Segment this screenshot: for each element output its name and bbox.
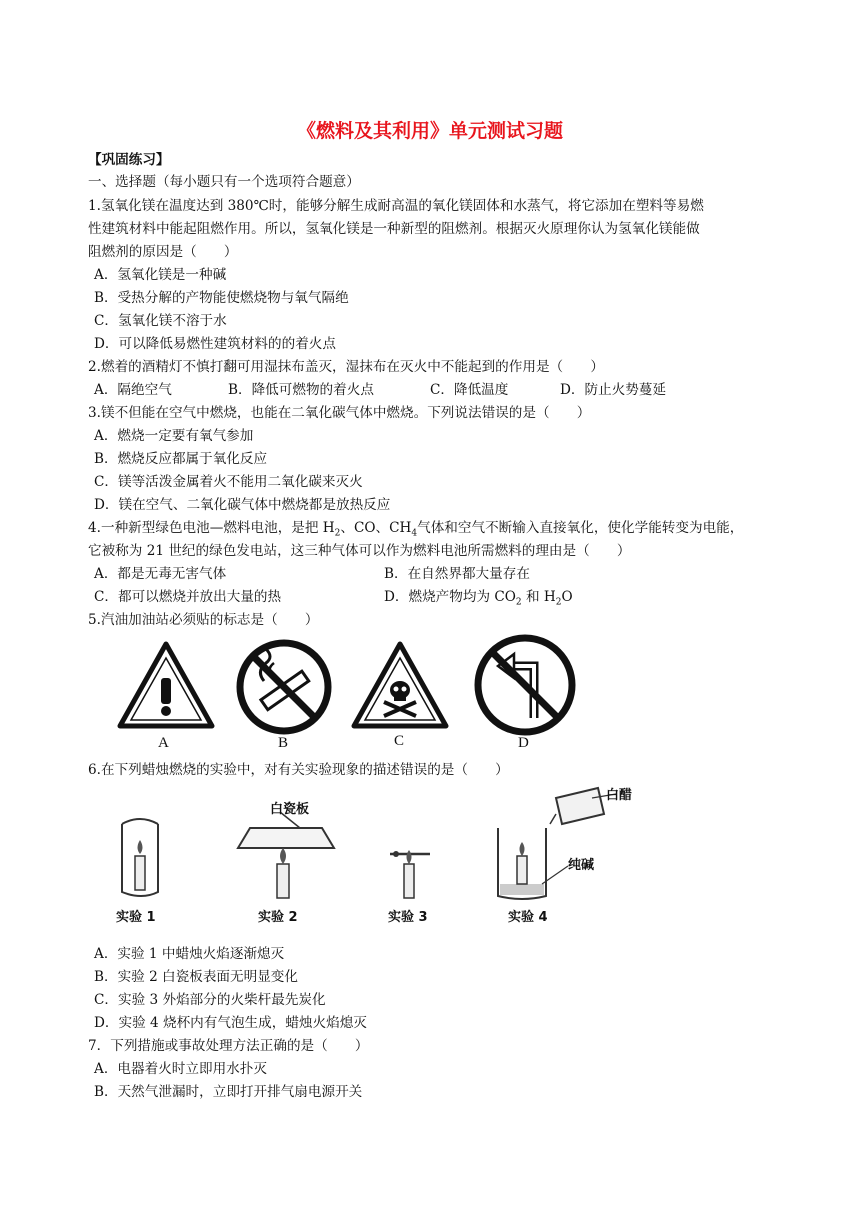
q4-option-d <box>384 587 573 613</box>
q2-option-d: D．防止火势蔓延 <box>560 382 667 398</box>
q6-option-a: A．实验 1 中蜡烛火焰逐渐熄灭 <box>94 946 285 962</box>
q5-label-b: B <box>278 735 289 751</box>
q4-d-text1: D．燃烧产物均为 CO <box>384 589 516 605</box>
warning-triangle-icon <box>116 640 216 732</box>
q6-option-c: C．实验 3 外焰部分的火柴杆最先炭化 <box>94 992 326 1008</box>
q3-option-b: B．燃烧反应都属于氧化反应 <box>94 451 268 467</box>
q4-d-sub2: 2 <box>555 597 562 608</box>
q6-line1: 6.在下列蜡烛燃烧的实验中，对有关实验现象的描述错误的是（ ） <box>88 762 509 778</box>
page-title: 《燃料及其利用》单元测试习题 <box>296 120 563 142</box>
q1-option-d: D．可以降低易燃性建筑材料的的着火点 <box>94 336 336 352</box>
q1-line1: 1.氢氧化镁在温度达到 380℃时，能够分解生成耐高温的氧化镁固体和水蒸气，将它添加在塑料等易燃 <box>88 198 704 214</box>
q4-option-a: A．都是无毒无害气体 <box>94 566 227 582</box>
exp-label-1: 实验 1 <box>116 910 156 925</box>
experiment-drawing <box>112 784 634 930</box>
q2-option-b: B．降低可燃物的着火点 <box>228 382 374 398</box>
q3-line1: 3.镁不但能在空气中燃烧，也能在二氧化碳气体中燃烧。下列说法错误的是（ ） <box>88 405 591 421</box>
label-white-plate: 白瓷板 <box>270 802 310 817</box>
exp-label-3: 实验 3 <box>388 910 428 925</box>
q4-option-c: C．都可以燃烧并放出大量的热 <box>94 589 282 605</box>
q4-d-text2: 和 H <box>521 589 556 605</box>
q3-option-d: D．镁在空气、二氧化碳气体中燃烧都是放热反应 <box>94 497 391 513</box>
q1-line3: 阻燃剂的原因是（ ） <box>88 244 238 260</box>
q5-label-d: D <box>518 735 529 751</box>
exp-label-2: 实验 2 <box>258 910 298 925</box>
q4-line2: 它被称为 21 世纪的绿色发电站，这三种气体可以作为燃料电池所需燃料的理由是（ ） <box>88 543 631 559</box>
no-left-turn-icon <box>472 632 578 738</box>
exp-label-4: 实验 4 <box>508 910 548 925</box>
q4-text-c: 气体和空气不断输入直接氧化，使化学能转变为电能， <box>417 520 744 536</box>
toxic-skull-icon <box>350 640 450 732</box>
label-soda: 纯碱 <box>568 858 595 873</box>
q1-option-a: A．氢氧化镁是一种碱 <box>94 267 227 283</box>
q6-option-b: B．实验 2 白瓷板表面无明显变化 <box>94 969 298 985</box>
q3-option-a: A．燃烧一定要有氧气参加 <box>94 428 254 444</box>
q4-text-a: 4.一种新型绿色电池—燃料电池，是把 H <box>88 520 335 536</box>
q4-sub-ch4: 4 <box>411 528 418 539</box>
q4-option-b: B．在自然界都大量存在 <box>384 566 530 582</box>
q2-line1: 2.燃着的酒精灯不慎打翻可用湿抹布盖灭，湿抹布在灭火中不能起到的作用是（ ） <box>88 359 604 375</box>
q7-option-b: B．天然气泄漏时，立即打开排气扇电源开关 <box>94 1084 363 1100</box>
q4-d-sub1: 2 <box>515 597 522 608</box>
q4-d-text3: O <box>561 589 573 605</box>
q4-sub-h2: 2 <box>334 528 341 539</box>
q7-option-a: A．电器着火时立即用水扑灭 <box>94 1061 267 1077</box>
q5-label-a: A <box>158 735 169 751</box>
q7-line1: 7．下列措施或事故处理方法正确的是（ ） <box>88 1038 369 1054</box>
part-heading: 一、选择题（每小题只有一个选项符合题意） <box>88 174 360 190</box>
q5-line1: 5.汽油加油站必须贴的标志是（ ） <box>88 612 319 628</box>
q1-line2: 性建筑材料中能起阻燃作用。所以，氢氧化镁是一种新型的阻燃剂。根据灭火原理你认为氢氧化镁能做 <box>88 221 700 237</box>
q6-option-d: D．实验 4 烧杯内有气泡生成，蜡烛火焰熄灭 <box>94 1015 367 1031</box>
q4-text-b: 、CO、CH <box>340 520 412 536</box>
q5-label-c: C <box>394 733 405 749</box>
candle-experiment-figure <box>112 784 634 930</box>
section-heading: 【巩固练习】 <box>88 152 170 168</box>
q2-option-c: C．降低温度 <box>430 382 509 398</box>
q4-line1 <box>88 518 743 544</box>
q3-option-c: C．镁等活泼金属着火不能用二氧化碳来灭火 <box>94 474 363 490</box>
q1-option-c: C．氢氧化镁不溶于水 <box>94 313 227 329</box>
no-smoking-icon <box>234 637 334 737</box>
q2-option-a: A．隔绝空气 <box>94 382 172 398</box>
label-vinegar: 白醋 <box>606 788 633 803</box>
q1-option-b: B．受热分解的产物能使燃烧物与氧气隔绝 <box>94 290 349 306</box>
